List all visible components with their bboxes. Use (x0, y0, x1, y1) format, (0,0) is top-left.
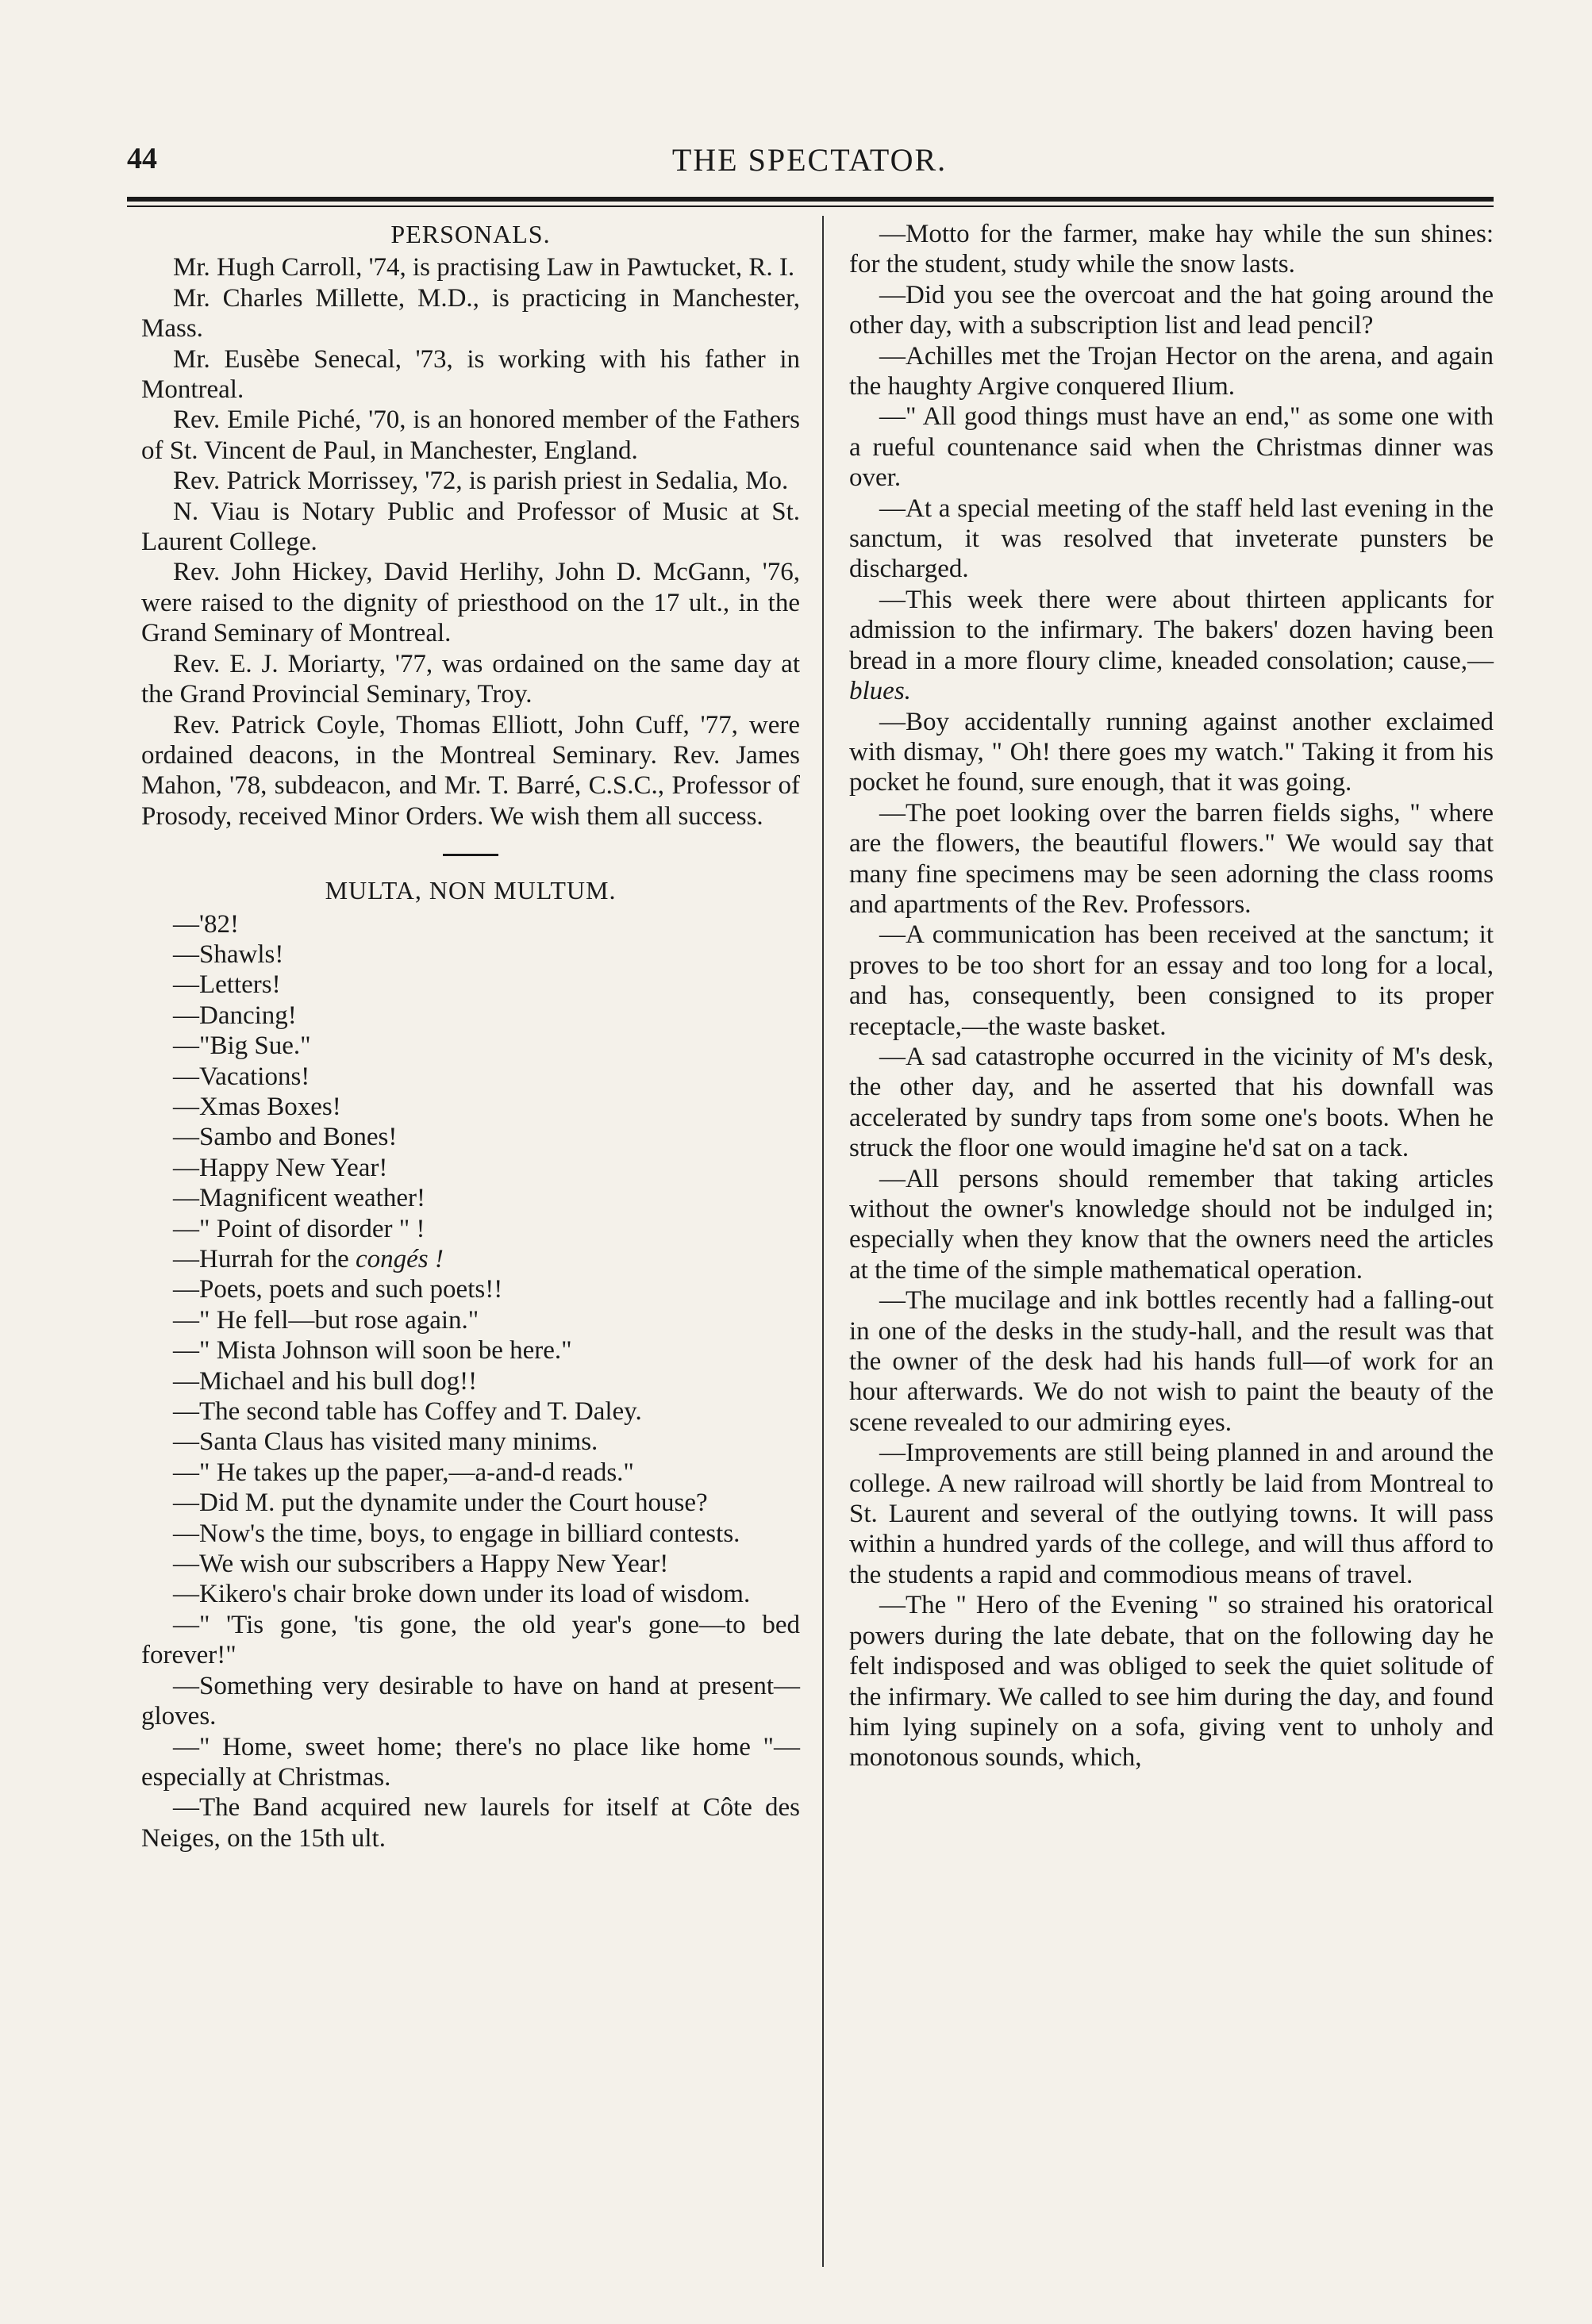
personal-item: Rev. Emile Piché, '70, is an honored member of the Fathers of St. Vincent de Paul, in Manchester, England. (141, 405, 800, 465)
header-rule-thin (127, 206, 1494, 207)
local-item: —At a special meeting of the staff held last evening in the sanctum, it was resolved that inveterate punsters be discharged. (849, 494, 1494, 584)
multa-item: —" He fell—but rose again." (173, 1305, 479, 1335)
personal-item: N. Viau is Notary Public and Professor of Music at St. Laurent College. (141, 497, 800, 557)
personal-item: Rev. E. J. Moriarty, '77, was ordained on the same day at the Grand Provincial Seminary, Troy. (141, 649, 800, 709)
local-item: —Motto for the farmer, make hay while the sun shines: for the student, study while the snow lasts. (849, 220, 1494, 279)
local-item: —All persons should remember that taking articles without the owner's knowledge should not be indulged in; especially when they know that the owners need the articles at the time of the simple mathematical operation. (849, 1164, 1494, 1285)
multa-item: —Did M. put the dynamite under the Court house? (173, 1489, 708, 1518)
personal-item: Rev. Patrick Coyle, Thomas Elliott, John Cuff, '77, were ordained deacons, in the Montreal Seminary. Rev. James Mahon, '78, subdeacon, and Mr. T. Barré, C.S.C., Professor of Prosody, received Minor Orders. We wish them all success. (141, 710, 800, 831)
multa-item: —Poets, poets and such poets!! (173, 1275, 503, 1304)
personals-section (141, 252, 800, 832)
multa-item: —" He takes up the paper,—a-and-d reads." (173, 1458, 634, 1487)
multa-item: —We wish our subscribers a Happy New Year! (173, 1550, 669, 1579)
left-column (141, 219, 800, 1853)
multa-item: —Michael and his bull dog!! (173, 1366, 478, 1396)
conges-word: congés ! (356, 1245, 444, 1273)
local-item: —The mucilage and ink bottles recently had a falling-out in one of the desks in the study-hall, and the result was that the owner of the desk had his hands full—of work for an hour afterwards. We do not wish to paint the beauty of the scene revealed to our admiring eyes. (849, 1286, 1494, 1437)
local-item: —Boy accidentally running against another exclaimed with dismay, " Oh! there goes my watch." Taking it from his pocket he found, sure enough, that it was going. (849, 707, 1494, 797)
multa-item: —Letters! (173, 970, 281, 1000)
local-item: —Did you see the overcoat and the hat going around the other day, with a subscription list and lead pencil? (849, 280, 1494, 340)
personal-item: Mr. Charles Millette, M.D., is practicing in Manchester, Mass. (141, 283, 800, 344)
personals-heading: PERSONALS. (390, 220, 551, 248)
page-header (127, 141, 1492, 189)
multa-item: —Kikero's chair broke down under its load of wisdom. (173, 1580, 751, 1609)
multa-item: —"Big Sue." (173, 1031, 311, 1061)
local-item: —The poet looking over the barren fields sighs, " where are the flowers, the beautiful flowers." We would say that many fine specimens may be seen adorning the class rooms and apartments of the Rev. Professors. (849, 798, 1494, 919)
local-item-infirmary (849, 585, 1494, 707)
personal-item: Rev. John Hickey, David Herlihy, John D. McGann, '76, were raised to the dignity of priesthood on the 17 ult., in the Grand Seminary of Montreal. (141, 558, 800, 648)
header-rule-thick (127, 197, 1494, 202)
local-item: —Achilles met the Trojan Hector on the arena, and again the haughty Argive conquered Ilium. (849, 341, 1494, 401)
multa-item: —" Mista Johnson will soon be here." (173, 1336, 572, 1366)
local-item: —A sad catastrophe occurred in the vicinity of M's desk, the other day, and he asserted that his downfall was accelerated by sundry taps from some one's boots. When he struck the floor one would imagine he'd sat on a tack. (849, 1042, 1494, 1163)
personal-item: Mr. Hugh Carroll, '74, is practising Law in Pawtucket, R. I. (173, 253, 795, 282)
multa-item: —Magnificent weather! (173, 1184, 425, 1213)
column-divider (822, 216, 824, 2267)
infirmary-text: —This week there were about thirteen applicants for admission to the infirmary. The bakers' dozen having been bread in a more floury clime, kneaded consolation; cause,— (849, 585, 1494, 675)
multa-item: —" 'Tis gone, 'tis gone, the old year's gone—to bed forever!" (141, 1610, 800, 1670)
right-column (849, 219, 1494, 1773)
page-number: 44 (127, 142, 157, 175)
multa-item: —Santa Claus has visited many minims. (173, 1427, 598, 1457)
multa-item: —Happy New Year! (173, 1153, 388, 1182)
multa-section (141, 909, 800, 1854)
multa-item: —Something very desirable to have on hand at present—gloves. (141, 1671, 800, 1731)
local-item: —A communication has been received at the sanctum; it proves to be too short for an essay and too long for a local, and has, consequently, been consigned to its proper receptacle,—the waste basket. (849, 920, 1494, 1041)
personal-item: Mr. Eusèbe Senecal, '73, is working with his father in Montreal. (141, 344, 800, 405)
local-item: —" All good things must have an end," as some one with a rueful countenance said when the Christmas dinner was over. (849, 402, 1494, 493)
multa-item: —Shawls! (173, 939, 284, 969)
section-separator (443, 854, 498, 856)
local-item: —The " Hero of the Evening " so strained his oratorical powers during the late debate, that on the following day he felt indisposed and was obliged to seek the quiet solitude of the infirmary. We called to see him during the day, and found him lying supinely on a sofa, giving vent to unholy and monotonous sounds, which, (849, 1591, 1494, 1773)
personal-item: Rev. Patrick Morrissey, '72, is parish priest in Sedalia, Mo. (173, 467, 789, 496)
multa-item: —Dancing! (173, 1001, 297, 1030)
multa-heading: MULTA, NON MULTUM. (325, 876, 617, 905)
multa-item: —Vacations! (173, 1062, 310, 1091)
local-item: —Improvements are still being planned in and around the college. A new railroad will shortly be laid from Montreal to St. Laurent and several of the outlying towns. It will pass within a hundred yards of the college, and will thus afford to the students a rapid and commodious means of travel. (849, 1439, 1494, 1589)
multa-item: —The Band acquired new laurels for itself at Côte des Neiges, on the 15th ult. (141, 1793, 800, 1853)
multa-item: —Xmas Boxes! (173, 1092, 341, 1121)
running-title: THE SPECTATOR. (671, 142, 948, 178)
multa-item: —" Point of disorder " ! (173, 1214, 425, 1243)
infirmary-italic: blues. (849, 677, 911, 706)
multa-item: —The second table has Coffey and T. Daley. (173, 1397, 642, 1427)
multa-item: —Now's the time, boys, to engage in billiard contests. (173, 1519, 740, 1548)
multa-item: —Sambo and Bones! (173, 1123, 398, 1152)
conges-prefix: —Hurrah for the (173, 1245, 356, 1273)
multa-item-conges (141, 1244, 800, 1274)
multa-item: —'82! (173, 909, 239, 939)
multa-item: —" Home, sweet home; there's no place like home "—especially at Christmas. (141, 1732, 800, 1792)
